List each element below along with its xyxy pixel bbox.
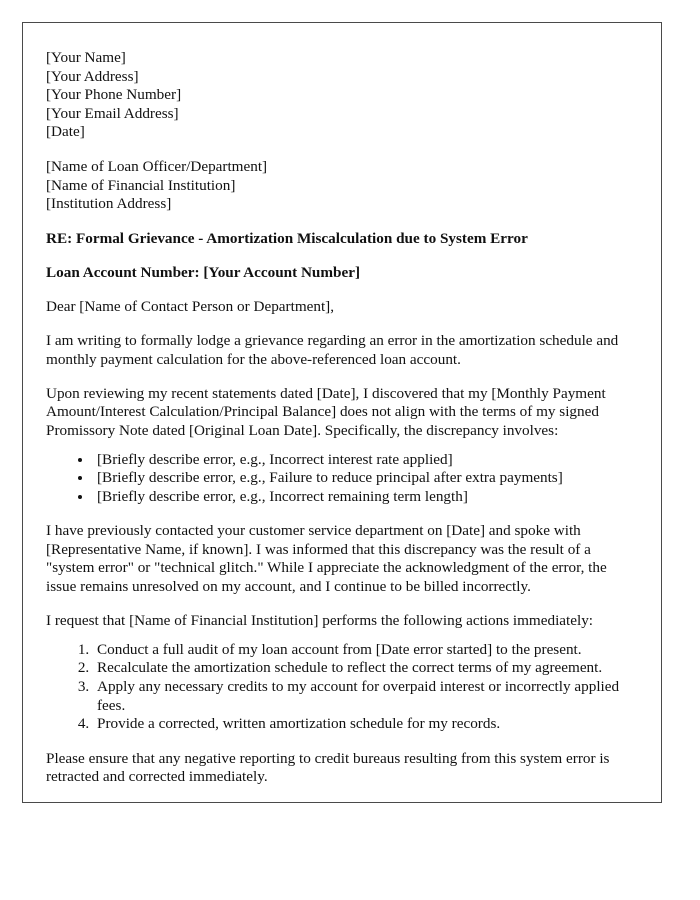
body-paragraph-5: Please ensure that any negative reporting to credit bureaus resulting from this system error is retracted and corrected immediately. xyxy=(46,749,610,786)
spacer-after-sender xyxy=(46,142,639,158)
sender-line-phone: [Your Phone Number] xyxy=(46,86,182,104)
list-item: • [Briefly describe error, e.g., Failure to reduce principal after extra payments] xyxy=(93,469,639,488)
body-paragraph-2: Upon reviewing my recent statements dated [Date], I discovered that my [Monthly Payment Amount/Interest Calculation/Principal Balance] does not align with the terms of my signed Promissory Note dated [Original Loan Date]. Specifically, the discrepancy involves: xyxy=(46,384,606,439)
requested-actions-list xyxy=(46,641,639,734)
sender-line-date: [Date] xyxy=(46,123,85,141)
list-item: 4. Provide a corrected, written amortization schedule for my records. xyxy=(93,715,639,734)
spacer-after-salutation xyxy=(46,317,639,333)
salutation-line: Dear [Name of Contact Person or Department], xyxy=(46,297,335,315)
spacer-after-paragraph-1 xyxy=(46,369,639,385)
loan-account-number-line: Loan Account Number: [Your Account Number] xyxy=(46,263,361,281)
list-item: • [Briefly describe error, e.g., Incorrect interest rate applied] xyxy=(93,451,639,470)
body-paragraph-3: I have previously contacted your customer service department on [Date] and spoke with [Representative Name, if known]. I was informed that this discrepancy was the result of a "system error" or "technical glitch." While I appreciate the acknowledgment of the error, the issue remains unresolved on my account, and I continue to be billed incorrectly. xyxy=(46,522,607,596)
list-item: 1. Conduct a full audit of my loan account from [Date error started] to the present. xyxy=(93,641,639,660)
subject-line: RE: Formal Grievance - Amortization Miscalculation due to System Error xyxy=(46,229,528,247)
spacer-after-bullets xyxy=(46,506,639,522)
page-content-area xyxy=(23,23,661,787)
recipient-line-institution: [Name of Financial Institution] xyxy=(46,176,236,194)
sender-line-name: [Your Name] xyxy=(46,49,126,66)
list-item: 2. Recalculate the amortization schedule to reflect the correct terms of my agreement. xyxy=(93,659,639,678)
body-paragraph-4: I request that [Name of Financial Institution] performs the following actions immediately: xyxy=(46,612,594,630)
letter-body xyxy=(46,49,639,787)
spacer-after-recipient xyxy=(46,214,639,230)
error-bullet-list xyxy=(46,451,639,507)
spacer-after-paragraph-3 xyxy=(46,597,639,613)
document-page xyxy=(22,22,662,803)
recipient-address-block xyxy=(46,158,639,214)
sender-address-block xyxy=(46,49,639,142)
body-paragraph-1: I am writing to formally lodge a grievance regarding an error in the amortization schedule and monthly payment calculation for the above-referenced loan account. xyxy=(46,332,619,368)
recipient-line-address: [Institution Address] xyxy=(46,195,172,213)
spacer-after-subject xyxy=(46,248,639,264)
recipient-line-officer: [Name of Loan Officer/Department] xyxy=(46,157,268,175)
spacer-after-account xyxy=(46,282,639,298)
list-item: 3. Apply any necessary credits to my account for overpaid interest or incorrectly applied fees. xyxy=(93,678,639,715)
sender-line-address: [Your Address] xyxy=(46,67,139,85)
sender-line-email: [Your Email Address] xyxy=(46,104,179,122)
list-item: • [Briefly describe error, e.g., Incorrect remaining term length] xyxy=(93,488,639,507)
